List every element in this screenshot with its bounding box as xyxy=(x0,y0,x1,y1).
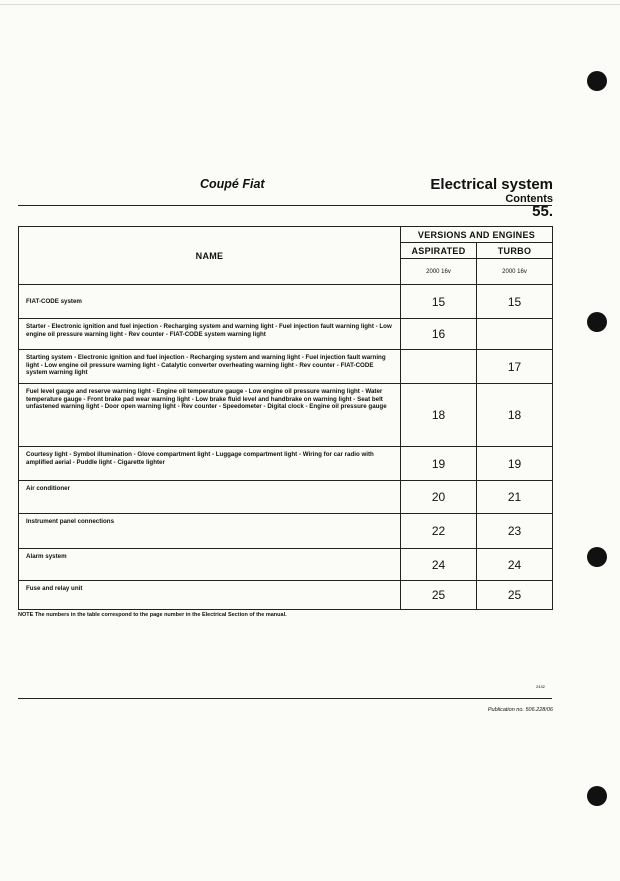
aspirated-engine: 2000 16v xyxy=(401,259,477,285)
table-row xyxy=(19,549,553,581)
table-row xyxy=(19,384,553,447)
versions-header: VERSIONS AND ENGINES xyxy=(401,227,553,243)
turbo-page: 24 xyxy=(477,549,553,581)
turbo-page: 18 xyxy=(477,384,553,447)
table-note: NOTE The numbers in the table correspond to the page number in the Electrical Section of the manual. xyxy=(18,612,287,618)
table-row xyxy=(19,350,553,384)
table-row xyxy=(19,285,553,319)
turbo-page: 23 xyxy=(477,514,553,549)
aspirated-page: 25 xyxy=(401,581,477,610)
table-row xyxy=(19,447,553,481)
row-name: Instrument panel connections xyxy=(19,514,401,549)
row-name: Air conditioner xyxy=(19,481,401,514)
aspirated-page: 18 xyxy=(401,384,477,447)
section-number: 55. xyxy=(532,203,553,220)
row-name: Fuel level gauge and reserve warning light - Engine oil temperature gauge - Low engine oil pressure warning light - Water temperature gauge - Front brake pad wear warning light - Low brake fluid level and handbrake on warning light - Seat belt unfastened warning light - Door open warning light - Rev counter - Speedometer - Digital clock - Engine oil pressure gauge xyxy=(19,384,401,447)
row-name: FIAT-CODE system xyxy=(19,285,401,319)
turbo-page: 19 xyxy=(477,447,553,481)
aspirated-page xyxy=(401,350,477,384)
row-name: Starter - Electronic ignition and fuel injection - Recharging system and warning light - Fuel injection fault warning light - Low engine oil pressure warning light - Rev counter - FIAT-CODE system warning light xyxy=(19,319,401,350)
row-name: Fuse and relay unit xyxy=(19,581,401,610)
aspirated-header: ASPIRATED xyxy=(401,243,477,259)
table-row xyxy=(19,481,553,514)
header-rule xyxy=(18,205,552,206)
page-edge-line xyxy=(0,4,620,5)
punch-hole xyxy=(587,547,607,567)
punch-hole xyxy=(587,312,607,332)
table-row xyxy=(19,319,553,350)
turbo-page xyxy=(477,319,553,350)
aspirated-page: 22 xyxy=(401,514,477,549)
footer-code: 2432 xyxy=(536,684,545,689)
table-row xyxy=(19,581,553,610)
aspirated-page: 15 xyxy=(401,285,477,319)
turbo-page: 17 xyxy=(477,350,553,384)
publication-number: Publication no. 506.228/06 xyxy=(487,707,553,713)
punch-hole xyxy=(587,71,607,91)
punch-hole xyxy=(587,786,607,806)
model-title: Coupé Fiat xyxy=(200,177,265,191)
row-name: Courtesy light - Symbol illumination - Glove compartment light - Luggage compartment light - Wiring for car radio with amplified aerial - Puddle light - Cigarette lighter xyxy=(19,447,401,481)
aspirated-page: 24 xyxy=(401,549,477,581)
aspirated-page: 20 xyxy=(401,481,477,514)
turbo-engine: 2000 16v xyxy=(477,259,553,285)
row-name: Starting system - Electronic ignition and fuel injection - Recharging system and warning light - Fuel injection fault warning light - Low engine oil pressure warning light - Catalytic converter overheating warning light - Rev counter - FIAT-CODE system warning light xyxy=(19,350,401,384)
section-title: Electrical system xyxy=(430,176,553,193)
turbo-header: TURBO xyxy=(477,243,553,259)
contents-table xyxy=(18,226,553,610)
turbo-page: 15 xyxy=(477,285,553,319)
table-row xyxy=(19,514,553,549)
row-name: Alarm system xyxy=(19,549,401,581)
aspirated-page: 19 xyxy=(401,447,477,481)
aspirated-page: 16 xyxy=(401,319,477,350)
turbo-page: 25 xyxy=(477,581,553,610)
turbo-page: 21 xyxy=(477,481,553,514)
name-column-header: NAME xyxy=(19,227,401,285)
section-subtitle: Contents xyxy=(505,193,553,205)
footer-rule xyxy=(18,698,552,699)
